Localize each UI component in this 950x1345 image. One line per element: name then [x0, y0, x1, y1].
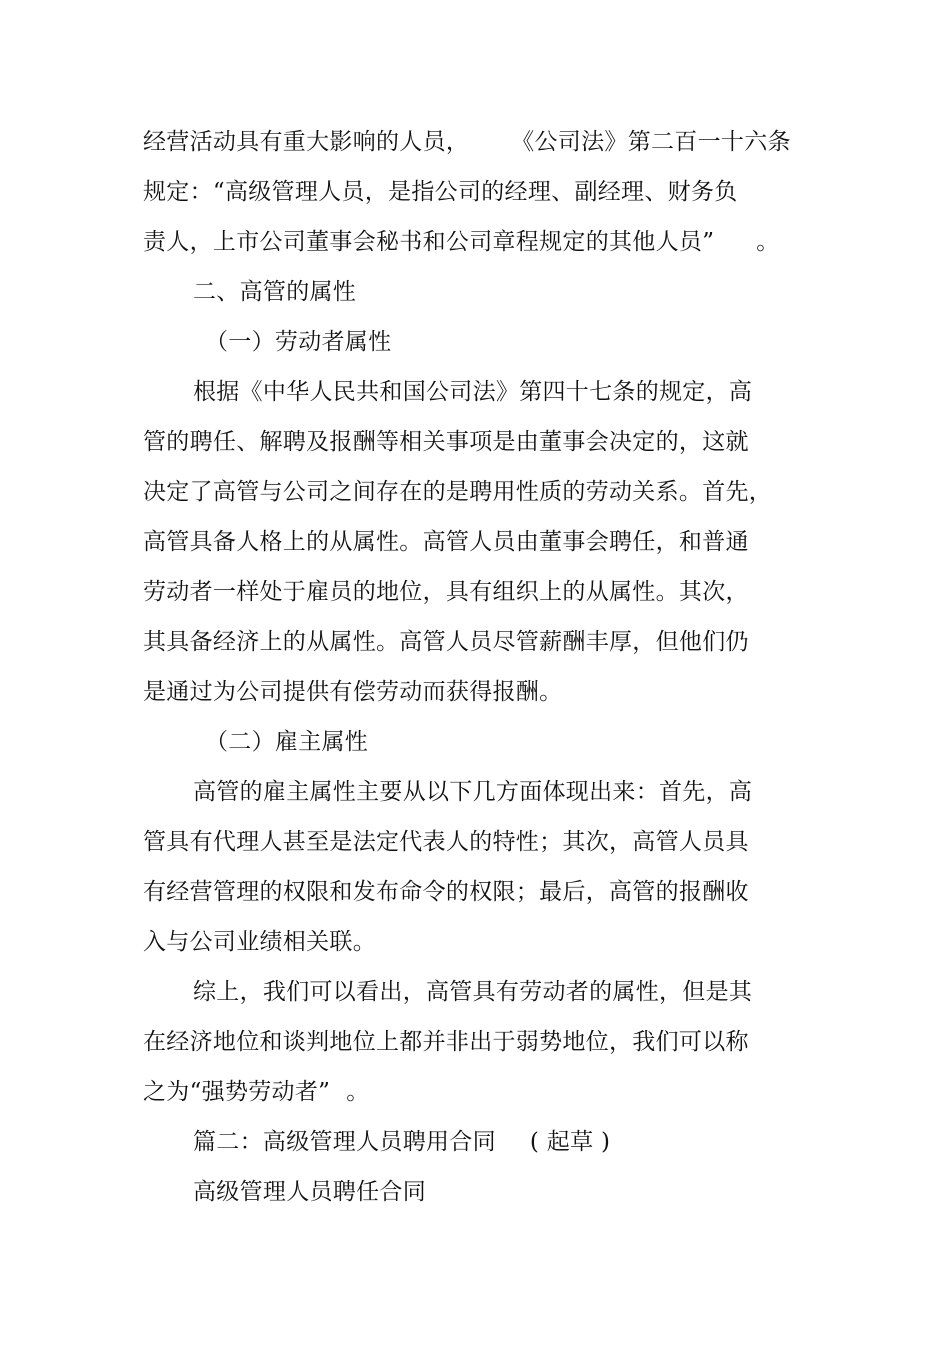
subsection-heading: （二）雇主属性: [205, 729, 369, 755]
line-text: 经营活动具有重大影响的人员，: [143, 129, 470, 155]
paragraph-line: 管的聘任、解聘及报酬等相关事项是由董事会决定的，这就: [143, 429, 749, 455]
paragraph-line: 有经营管理的权限和发布命令的权限；最后，高管的报酬收: [143, 879, 749, 905]
document-title: 高级管理人员聘任合同: [193, 1179, 426, 1205]
paragraph-line: 高管具备人格上的从属性。高管人员由董事会聘任，和普通: [143, 529, 749, 555]
paragraph-line: 综上，我们可以看出，高管具有劳动者的属性，但是其: [193, 979, 753, 1005]
paragraph-line: [143, 1077, 370, 1107]
paragraph-line: [143, 127, 791, 157]
line-text: 责人，上市公司董事会秘书和公司章程规定的其他人员”: [143, 229, 715, 255]
paragraph-line: 是通过为公司提供有偿劳动而获得报酬。: [143, 679, 563, 705]
paragraph-line: 在经济地位和谈判地位上都并非出于弱势地位，我们可以称: [143, 1029, 749, 1055]
line-text: 《公司法》第二百一十六条: [511, 129, 791, 155]
line-text: 。: [346, 1079, 370, 1105]
line-text: 之为“强势劳动者”: [143, 1079, 331, 1105]
paragraph-line: 其具备经济上的从属性。高管人员尽管薪酬丰厚，但他们仍: [143, 629, 749, 655]
paragraph-line: 决定了高管与公司之间存在的是聘用性质的劳动关系。首先，: [143, 479, 773, 505]
paragraph-line: 劳动者一样处于雇员的地位，具有组织上的从属性。其次，: [143, 579, 749, 605]
paragraph-line: 管具有代理人甚至是法定代表人的特性；其次，高管人员具: [143, 829, 749, 855]
paragraph-line: 根据《中华人民共和国公司法》第四十七条的规定，高: [193, 379, 753, 405]
paragraph-line: [143, 227, 780, 257]
paragraph-line: 规定：“高级管理人员，是指公司的经理、副经理、财务负: [143, 179, 738, 205]
chapter-heading: [193, 1127, 610, 1157]
paragraph-line: 入与公司业绩相关联。: [143, 929, 376, 955]
paragraph-line: 高管的雇主属性主要从以下几方面体现出来：首先，高: [193, 779, 753, 805]
line-text: 。: [756, 229, 780, 255]
subsection-heading: （一）劳动者属性: [205, 329, 392, 355]
line-text: ( 起草 ): [529, 1129, 611, 1155]
section-heading: 二、高管的属性: [193, 279, 357, 305]
line-text: 篇二：高级管理人员聘用合同: [193, 1129, 496, 1155]
